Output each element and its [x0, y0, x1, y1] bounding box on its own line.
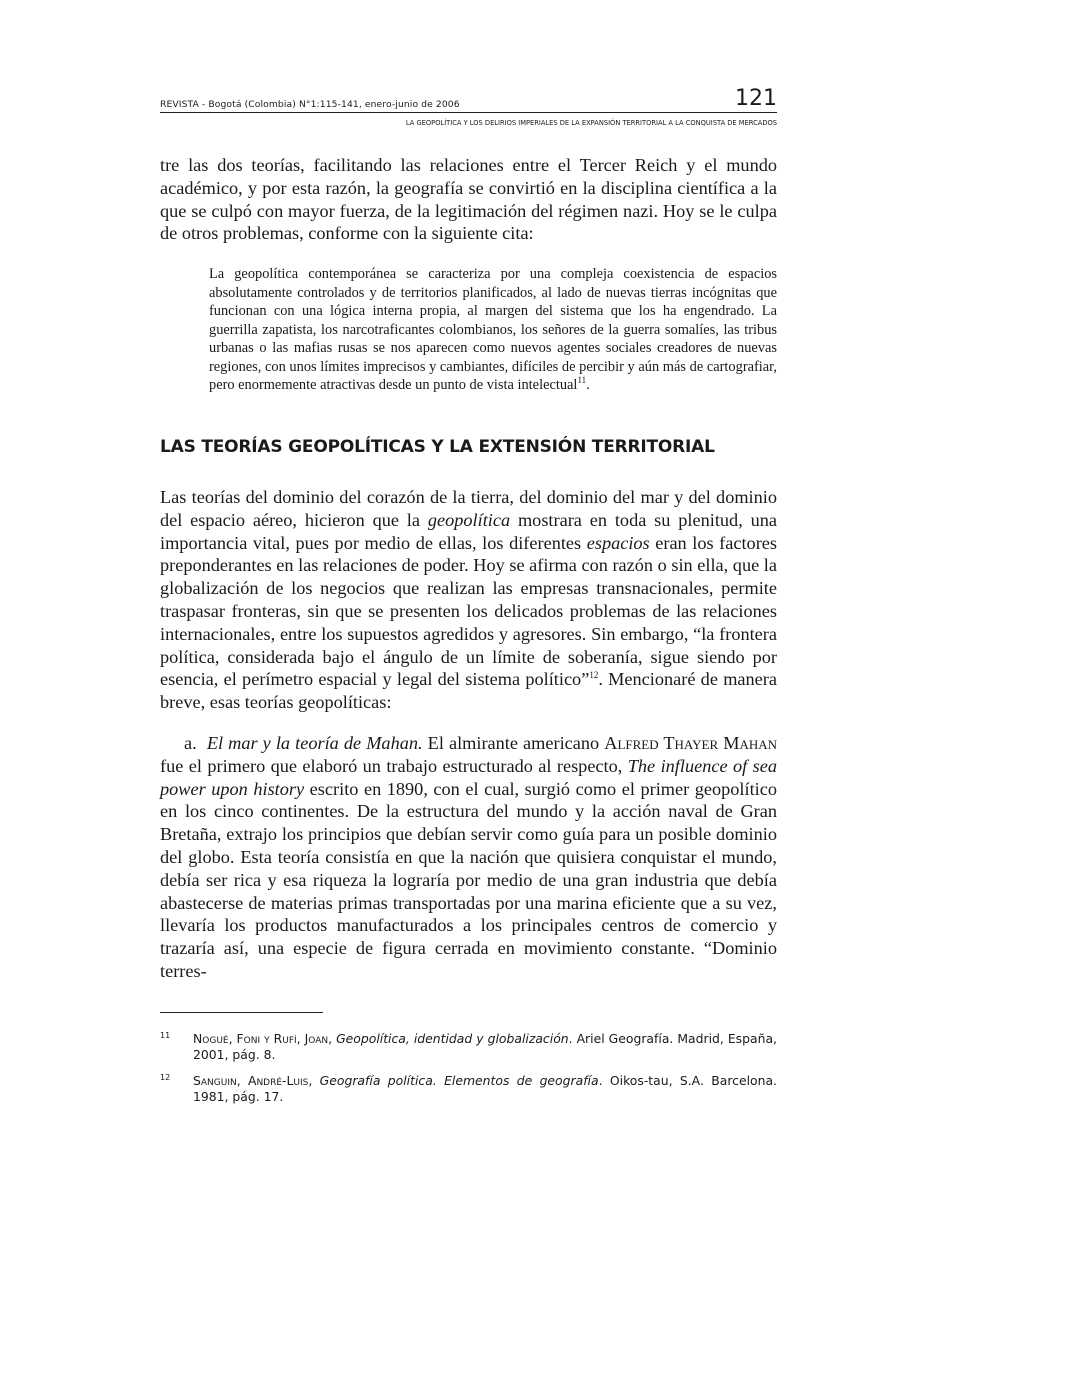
p3-text-3: escrito en 1890, con el cual, surgió como el primer geopolítico en los cinco continentes. De la estructura del mundo y la acción naval de Gran Bretaña, extrajo los principios que debían servir como guía para un posible dominio del globo. Esta teoría consistía en que la nación que quisiera conquistar el mundo, debía ser rica y esa riqueza la lograría por medio de una gran industria que debía abastecerse de materias primas transportadas por una marina eficiente que a su vez, llevaría los productos manufacturados a los principales centros de comercio y trazaría así, una especie de figura cerrada en movimiento constante. “Dominio terres- — [160, 778, 777, 981]
block-quote — [209, 265, 777, 395]
footnote-12 — [160, 1073, 777, 1105]
paragraph-2 — [160, 486, 777, 714]
footnote-ref-12[interactable]: 12 — [589, 670, 599, 681]
footnote-title: Geografía política. Elementos de geografía — [319, 1073, 599, 1088]
footnote-rule — [160, 1012, 323, 1013]
footnote-author: Nogué, Foni y Rufí, Joan — [193, 1031, 329, 1046]
footnote-separator: , — [328, 1031, 337, 1046]
paragraph-3 — [160, 732, 777, 983]
p2-text-1: Las teorías del dominio del corazón de la tierra, del dominio del mar y del dominio del espacio aéreo, hicieron que la — [160, 487, 777, 530]
p2-text-3: eran los factores preponderantes en las relaciones de poder. Hoy se afirma con razón o sin ella, que la globalización de los negocios que realizan las empresas transnacionales, permite traspasar fronteras, sin que se presenten los delicados problemas de las relaciones internacionales, entre los supuestos agredidos y agresores. Sin embargo, “la frontera política, considerada bajo el ángulo de un límite de soberanía, sigue siendo por esencia, el perímetro espacial y legal del sistema político” — [160, 532, 778, 690]
footnote-11 — [160, 1031, 777, 1063]
paragraph-1: tre las dos teorías, facilitando las relaciones entre el Tercer Reich y el mundo académico, y por esta razón, la geografía se convirtió en la disciplina científica a la que se culpó con mayor fuerza, de la legitimación del régimen nazi. Hoy se le culpa de otros problemas, conforme con la siguiente cita: — [160, 155, 777, 244]
book-title: The influence of sea power upon history — [160, 755, 777, 799]
p2-italic-geopolitica: geopolítica — [427, 509, 511, 530]
footnote-details: . Oikos-tau, S.A. Barcelona. 1981, pág. 17. — [193, 1073, 777, 1104]
p2-italic-espacios: espacios — [586, 532, 650, 553]
footnote-details: . Ariel Geografía. Madrid, España, 2001, pág. 8. — [193, 1031, 777, 1062]
p3-text-2: fue el primero que elaboró un trabajo estructurado al respecto, — [160, 755, 628, 776]
author-name: Alfred Thayer Mahan — [604, 733, 778, 753]
footnote-number: 11 — [160, 1031, 171, 1040]
quote-end: . — [586, 377, 590, 393]
running-title: LA GEOPOLÍTICA Y LOS DELIRIOS IMPERIALES DE LA EXPANSIÓN TERRITORIAL A LA CONQUISTA DE MERCADOS — [405, 119, 777, 127]
footnote-author: Sanguin, André-Luis — [193, 1073, 309, 1088]
quote-text: La geopolítica contemporánea se caracteriza por una compleja coexistencia de espacios absolutamente controlados y de territorios planificados, al lado de nuevas tierras incógnitas que funcionan con una lógica interna propia, al margen del sistema que los ha engendrado. La guerrilla zapatista, los narcotraficantes colombianos, los señores de la guerra somalíes, las tribus urbanas o las mafias rusas se nos aparecen como nuevos agentes sociales creadores de nuevas regiones, con unos límites imprecisos y cambiantes, difíciles de percibir y aún más de cartografiar, pero enormemente atractivas desde un punto de vista intelectual — [209, 266, 777, 393]
footnote-number: 12 — [160, 1073, 171, 1082]
journal-citation: REVISTA - Bogotá (Colombia) N°1:115-141, enero-junio de 2006 — [160, 99, 460, 110]
page-number: 121 — [735, 86, 777, 111]
p2-text-4: . Mencionaré de manera breve, esas teorías geopolíticas: — [160, 669, 777, 713]
p2-text-2: mostrara en toda su plenitud, una importancia vital, pues por medio de ellas, los diferentes — [160, 509, 778, 553]
footnote-ref-11[interactable]: 11 — [577, 375, 587, 386]
header-rule — [160, 112, 777, 113]
subsection-title: El mar y la teoría de Mahan. — [206, 733, 423, 753]
footnote-title: Geopolítica, identidad y globalización — [336, 1031, 569, 1046]
list-marker: a. — [184, 733, 197, 753]
footnote-separator: , — [308, 1073, 320, 1088]
section-heading: LAS TEORÍAS GEOPOLÍTICAS Y LA EXTENSIÓN TERRITORIAL — [160, 437, 715, 457]
p3-text-1: El almirante americano — [422, 733, 605, 753]
